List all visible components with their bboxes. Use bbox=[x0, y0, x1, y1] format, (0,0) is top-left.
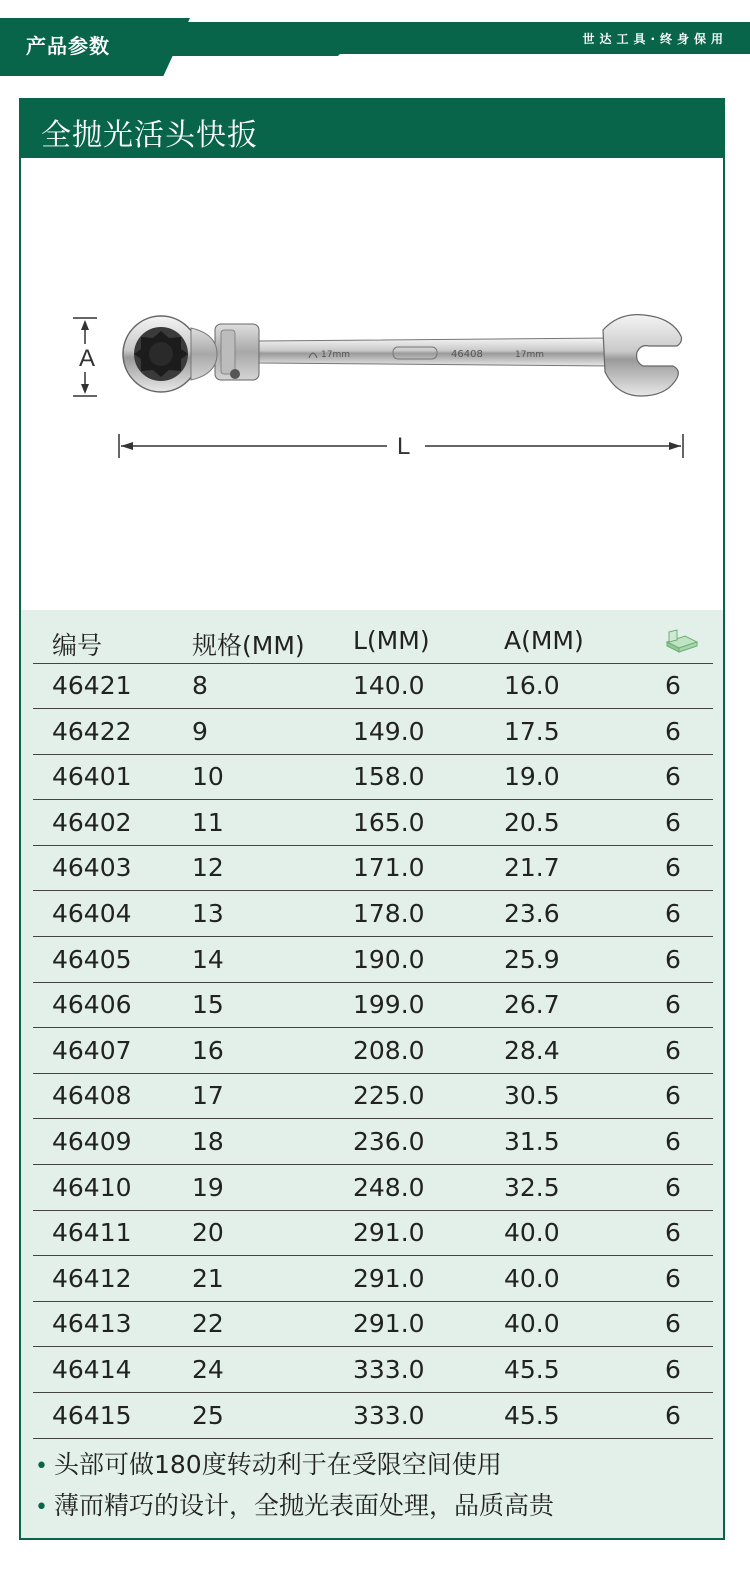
cell-length: 333.0 bbox=[353, 1355, 425, 1384]
cell-size: 25 bbox=[192, 1400, 224, 1430]
cell-code: 46413 bbox=[52, 1309, 132, 1339]
bullet-icon: • bbox=[35, 1495, 48, 1520]
section-title: 产品参数 bbox=[26, 34, 110, 58]
table-row bbox=[33, 1165, 713, 1211]
cell-size: 9 bbox=[192, 716, 208, 746]
table-row bbox=[33, 1347, 713, 1393]
product-title-bar bbox=[21, 100, 723, 158]
cell-quantity: 6 bbox=[665, 944, 681, 974]
table-row bbox=[33, 891, 713, 937]
feature-text: 头部可做180度转动利于在受限空间使用 bbox=[53, 1450, 502, 1479]
wrench-marking-size-right: 17mm bbox=[515, 350, 544, 360]
cell-quantity: 6 bbox=[665, 716, 681, 746]
cell-length: 149.0 bbox=[353, 716, 425, 746]
cell-quantity: 6 bbox=[665, 1081, 681, 1111]
cell-size: 14 bbox=[192, 944, 224, 974]
cell-length: 291.0 bbox=[353, 1263, 425, 1293]
cell-code: 46409 bbox=[52, 1127, 132, 1156]
wrench-marking-size-left: 17mm bbox=[321, 350, 350, 360]
cell-quantity: 6 bbox=[665, 853, 681, 883]
cell-quantity: 6 bbox=[665, 1263, 681, 1293]
cell-size: 12 bbox=[192, 853, 224, 883]
bullet-icon: • bbox=[35, 1454, 48, 1479]
cell-width: 40.0 bbox=[504, 1218, 560, 1248]
table-row bbox=[33, 937, 713, 983]
table-row bbox=[33, 663, 713, 709]
cell-quantity: 6 bbox=[665, 807, 681, 837]
package-box-icon bbox=[665, 628, 699, 660]
cell-quantity: 6 bbox=[665, 762, 681, 792]
cell-quantity: 6 bbox=[665, 899, 681, 928]
table-row bbox=[33, 1393, 713, 1439]
cell-quantity: 6 bbox=[665, 671, 681, 700]
cell-width: 21.7 bbox=[504, 853, 560, 883]
table-row bbox=[33, 754, 713, 800]
feature-text: 薄而精巧的设计，全抛光表面处理，品质高贵 bbox=[53, 1491, 554, 1520]
brand-slogan: 世达工具·终身保用 bbox=[582, 32, 728, 46]
cell-quantity: 6 bbox=[665, 1309, 681, 1339]
dimension-l bbox=[119, 433, 683, 460]
wrench-diagram bbox=[21, 158, 723, 610]
cell-width: 40.0 bbox=[504, 1263, 560, 1293]
cell-size: 18 bbox=[192, 1127, 224, 1156]
cell-size: 11 bbox=[192, 807, 224, 837]
dimension-a-label: A bbox=[79, 345, 96, 372]
dimension-l-label: L bbox=[397, 433, 411, 460]
cell-width: 20.5 bbox=[504, 807, 560, 837]
table-row bbox=[33, 1210, 713, 1256]
cell-quantity: 6 bbox=[665, 1355, 681, 1384]
column-header-length: L(MM) bbox=[353, 626, 430, 655]
table-row bbox=[33, 1028, 713, 1074]
cell-length: 248.0 bbox=[353, 1172, 425, 1202]
cell-code: 46404 bbox=[52, 899, 132, 928]
cell-code: 46402 bbox=[52, 807, 132, 837]
cell-size: 20 bbox=[192, 1218, 224, 1248]
spec-table bbox=[21, 610, 723, 1538]
cell-width: 17.5 bbox=[504, 716, 560, 746]
cell-code: 46415 bbox=[52, 1400, 132, 1430]
cell-length: 140.0 bbox=[353, 671, 425, 700]
feature-item bbox=[35, 1445, 502, 1481]
cell-width: 45.5 bbox=[504, 1400, 560, 1430]
cell-quantity: 6 bbox=[665, 1127, 681, 1156]
cell-width: 31.5 bbox=[504, 1127, 560, 1156]
cell-code: 46422 bbox=[52, 716, 132, 746]
cell-size: 13 bbox=[192, 899, 224, 928]
header-notch bbox=[340, 54, 750, 76]
cell-length: 236.0 bbox=[353, 1127, 425, 1156]
cell-width: 23.6 bbox=[504, 899, 560, 928]
table-row bbox=[33, 1256, 713, 1302]
cell-width: 32.5 bbox=[504, 1172, 560, 1202]
cell-code: 46414 bbox=[52, 1355, 132, 1384]
table-row bbox=[33, 800, 713, 846]
cell-size: 22 bbox=[192, 1309, 224, 1339]
product-title: 全抛光活头快扳 bbox=[41, 118, 258, 153]
cell-code: 46408 bbox=[52, 1081, 132, 1111]
cell-code: 46412 bbox=[52, 1263, 132, 1293]
cell-size: 16 bbox=[192, 1035, 224, 1065]
feature-item bbox=[35, 1486, 554, 1522]
cell-code: 46407 bbox=[52, 1035, 132, 1065]
cell-width: 28.4 bbox=[504, 1035, 560, 1065]
cell-quantity: 6 bbox=[665, 1035, 681, 1065]
table-row bbox=[33, 709, 713, 755]
table-row bbox=[33, 1073, 713, 1119]
cell-length: 165.0 bbox=[353, 807, 425, 837]
column-header-width: A(MM) bbox=[504, 626, 584, 655]
cell-size: 24 bbox=[192, 1355, 224, 1384]
cell-code: 46405 bbox=[52, 944, 132, 974]
cell-code: 46401 bbox=[52, 762, 132, 792]
cell-length: 333.0 bbox=[353, 1400, 425, 1430]
page-header bbox=[0, 0, 750, 80]
cell-width: 40.0 bbox=[504, 1309, 560, 1339]
cell-width: 45.5 bbox=[504, 1355, 560, 1384]
cell-size: 15 bbox=[192, 990, 224, 1020]
table-header-row bbox=[33, 618, 713, 664]
cell-length: 190.0 bbox=[353, 944, 425, 974]
cell-code: 46411 bbox=[52, 1218, 132, 1248]
wrench-marking-model: 46408 bbox=[451, 349, 483, 360]
cell-quantity: 6 bbox=[665, 1172, 681, 1202]
cell-size: 19 bbox=[192, 1172, 224, 1202]
cell-code: 46421 bbox=[52, 671, 132, 700]
cell-length: 199.0 bbox=[353, 990, 425, 1020]
column-header-code: 编号 bbox=[52, 631, 103, 660]
cell-code: 46406 bbox=[52, 990, 132, 1020]
cell-length: 178.0 bbox=[353, 899, 425, 928]
product-card bbox=[19, 98, 725, 1540]
cell-width: 19.0 bbox=[504, 762, 560, 792]
table-row bbox=[33, 845, 713, 891]
cell-length: 291.0 bbox=[353, 1218, 425, 1248]
cell-length: 171.0 bbox=[353, 853, 425, 883]
cell-length: 291.0 bbox=[353, 1309, 425, 1339]
cell-quantity: 6 bbox=[665, 1400, 681, 1430]
column-header-size: 规格(MM) bbox=[192, 631, 305, 660]
cell-size: 21 bbox=[192, 1263, 224, 1293]
cell-length: 158.0 bbox=[353, 762, 425, 792]
dimension-a bbox=[73, 318, 97, 396]
cell-quantity: 6 bbox=[665, 1218, 681, 1248]
cell-code: 46410 bbox=[52, 1172, 132, 1202]
cell-width: 16.0 bbox=[504, 671, 560, 700]
cell-width: 30.5 bbox=[504, 1081, 560, 1111]
cell-length: 225.0 bbox=[353, 1081, 425, 1111]
cell-size: 17 bbox=[192, 1081, 224, 1111]
cell-quantity: 6 bbox=[665, 990, 681, 1020]
table-row bbox=[33, 982, 713, 1028]
table-row bbox=[33, 1301, 713, 1347]
cell-length: 208.0 bbox=[353, 1035, 425, 1065]
cell-size: 10 bbox=[192, 762, 224, 792]
table-row bbox=[33, 1119, 713, 1165]
cell-code: 46403 bbox=[52, 853, 132, 883]
wrench-illustration bbox=[123, 315, 682, 396]
cell-width: 26.7 bbox=[504, 990, 560, 1020]
cell-size: 8 bbox=[192, 671, 208, 700]
cell-width: 25.9 bbox=[504, 944, 560, 974]
